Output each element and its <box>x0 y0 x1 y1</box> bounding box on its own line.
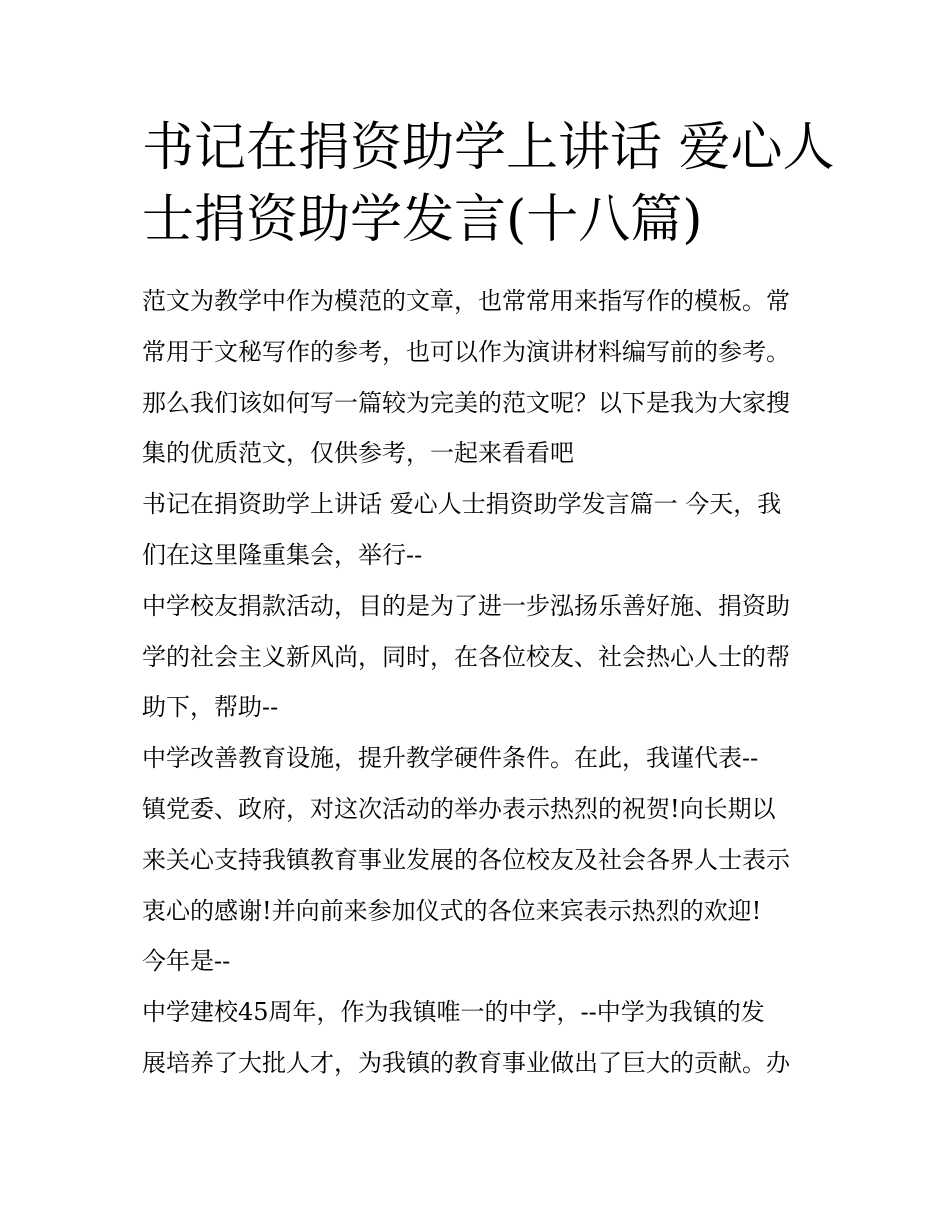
body-line: 中学改善教育设施，提升教学硬件条件。在此，我谨代表-- <box>142 744 759 773</box>
body-line: 集的优质范文，仅供参考，一起来看看吧 <box>142 439 574 468</box>
body-line: 助下，帮助-- <box>142 693 279 722</box>
body-line: 常用于文秘写作的参考，也可以作为演讲材料编写前的参考。 <box>142 337 790 366</box>
title-line-1: 书记在捐资助学上讲话 爱心人 <box>142 118 835 178</box>
body-line: 来关心支持我镇教育事业发展的各位校友及社会各界人士表示 <box>142 845 790 874</box>
body-line: 展培养了大批人才，为我镇的教育事业做出了巨大的贡献。办 <box>142 1048 790 1077</box>
body-line: 学的社会主义新风尚，同时，在各位校友、社会热心人士的帮 <box>142 642 790 671</box>
title-line-2: 士捐资助学发言(十八篇) <box>142 190 703 250</box>
body-line: 衷心的感谢!并向前来参加仪式的各位来宾表示热烈的欢迎! <box>142 896 762 925</box>
body-line: 范文为教学中作为模范的文章，也常常用来指写作的模板。常 <box>142 287 790 315</box>
body-line: 中学建校45周年，作为我镇唯一的中学，--中学为我镇的发 <box>142 998 765 1027</box>
body-line: 书记在捐资助学上讲话 爱心人士捐资助学发言篇一 今天，我 <box>142 490 782 519</box>
document-title <box>142 112 835 256</box>
body-line: 今年是-- <box>142 947 231 976</box>
document-body <box>142 276 822 1089</box>
body-line: 镇党委、政府，对这次活动的举办表示热烈的祝贺!向长期以 <box>142 794 776 823</box>
body-line: 们在这里隆重集会，举行-- <box>142 540 423 569</box>
body-line: 那么我们该如何写一篇较为完美的范文呢？以下是我为大家搜 <box>142 388 790 417</box>
body-line: 中学校友捐款活动，目的是为了进一步泓扬乐善好施、捐资助 <box>142 591 790 620</box>
